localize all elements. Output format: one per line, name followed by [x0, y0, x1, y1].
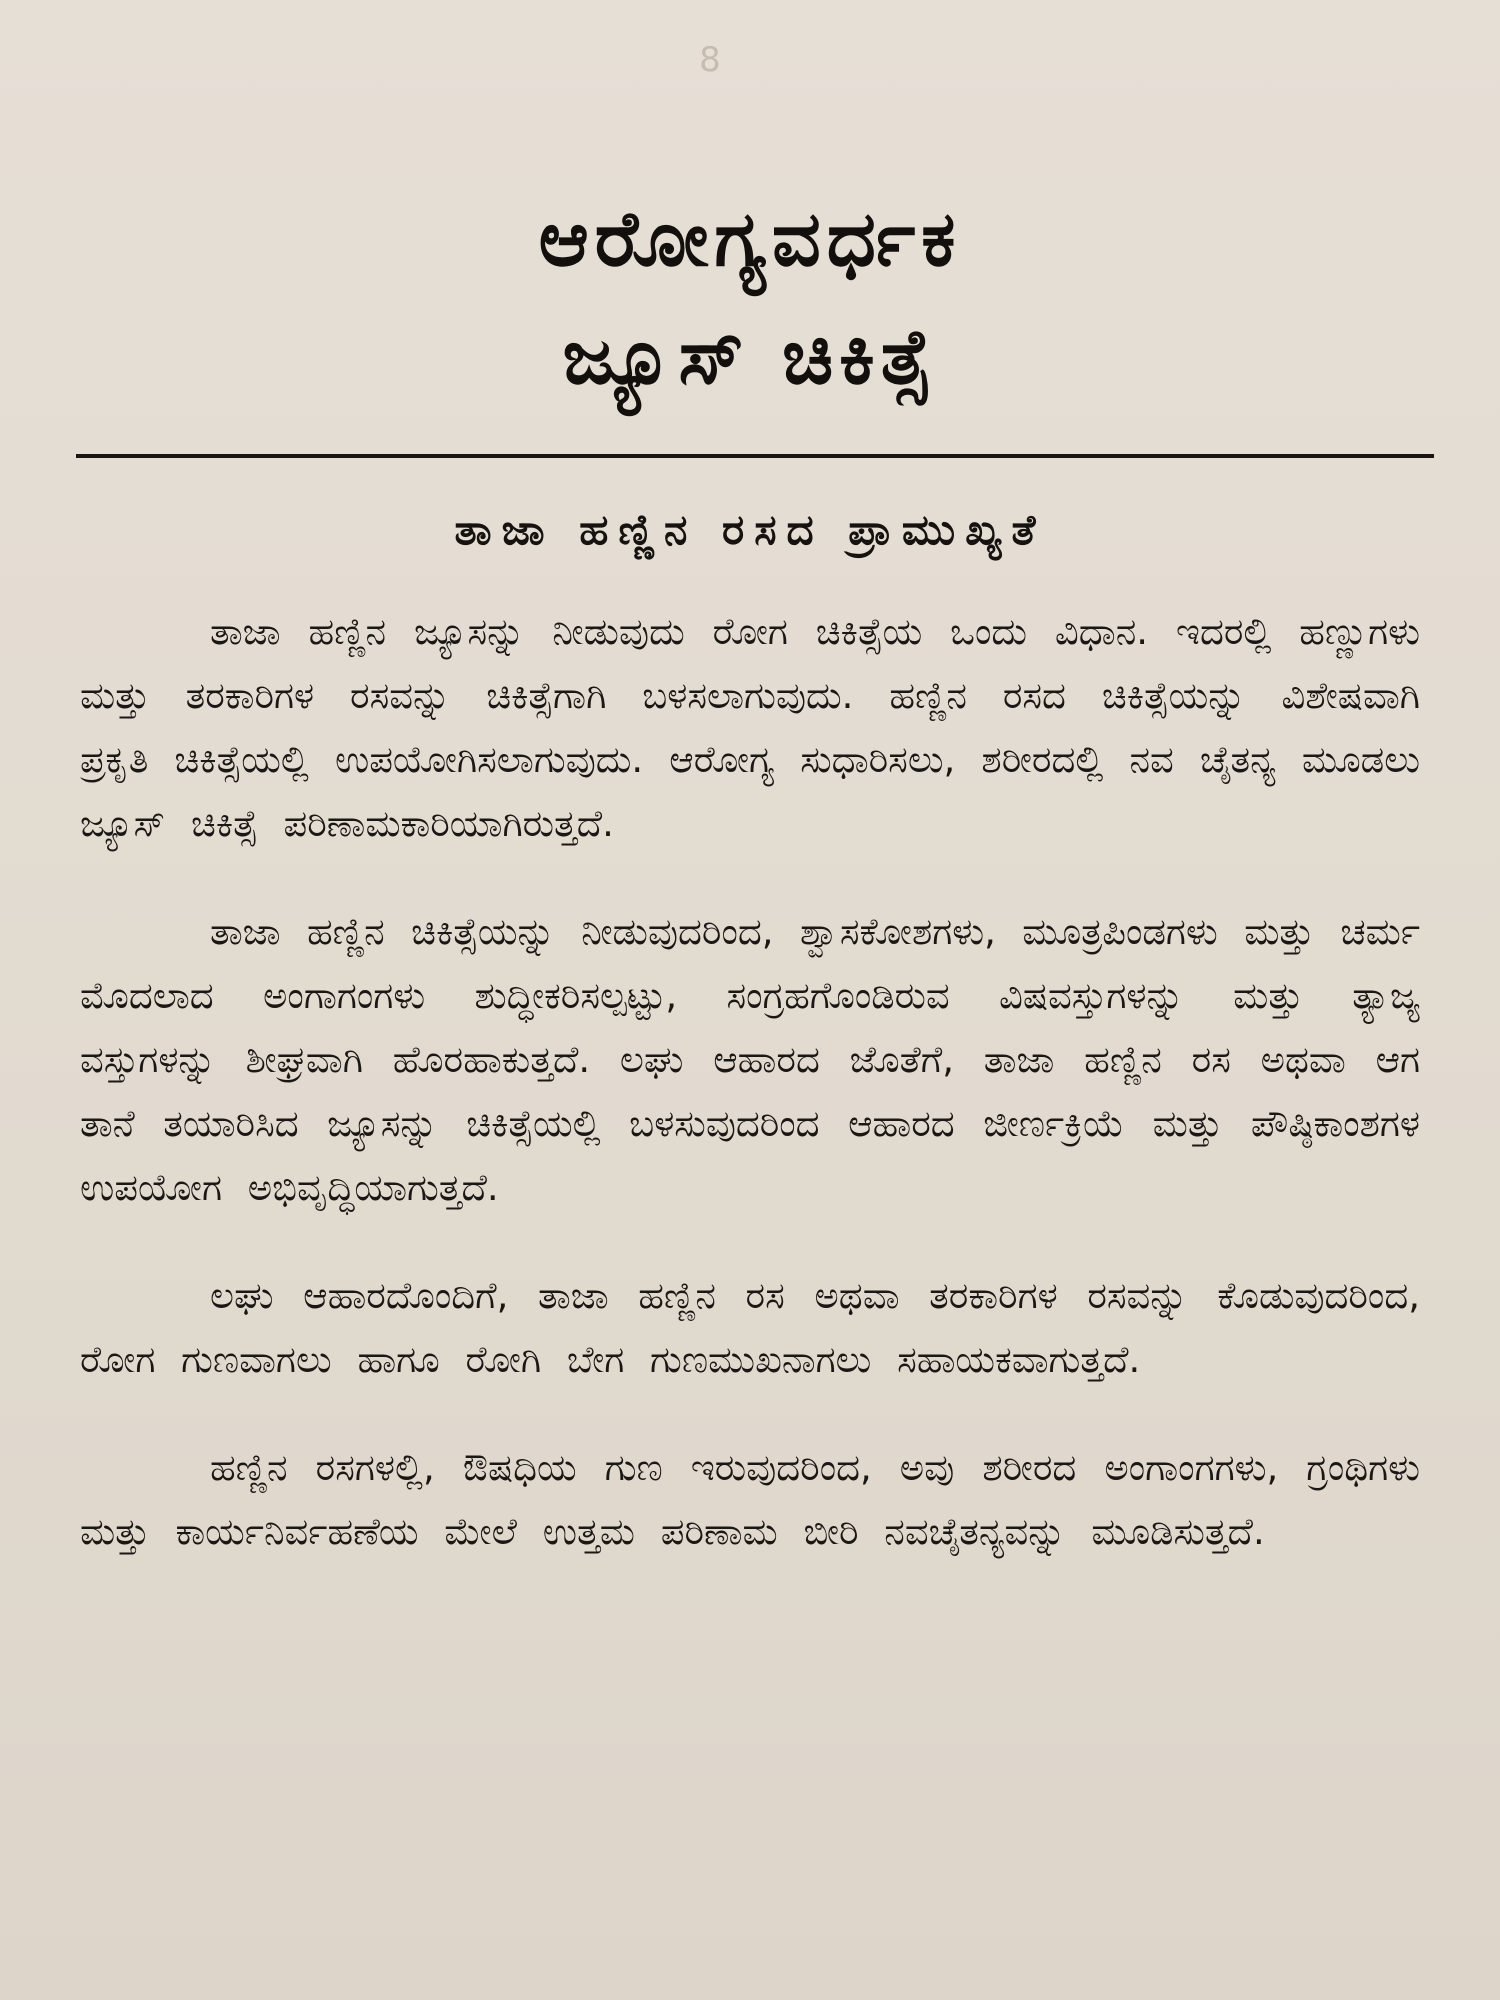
- paragraph-3: ಲಘು ಆಹಾರದೊಂದಿಗೆ, ತಾಜಾ ಹಣ್ಣಿನ ರಸ ಅಥವಾ ತರಕಾರಿಗಳ ರಸವನ್ನು ಕೊಡುವುದರಿಂದ, ರೋಗ ಗುಣವಾಗಲು ಹಾಗೂ ರೋಗಿ ಬೇಗ ಗುಣಮುಖನಾಗಲು ಸಹಾಯಕವಾಗುತ್ತದೆ.: [80, 1274, 1420, 1381]
- title-line-1: ಆರೋಗ್ಯವರ್ಧಕ: [538, 194, 962, 283]
- title-divider: [76, 454, 1434, 458]
- page-number: 8: [699, 40, 721, 80]
- body-text: [80, 600, 1420, 1608]
- section-heading: ತಾಜಾ ಹಣ್ಣಿನ ರಸದ ಪ್ರಾಮುಖ್ಯತೆ: [454, 505, 1046, 554]
- page-title: [0, 180, 1500, 416]
- paragraph-4: ಹಣ್ಣಿನ ರಸಗಳಲ್ಲಿ, ಔಷಧಿಯ ಗುಣ ಇರುವುದರಿಂದ, ಅವು ಶರೀರದ ಅಂಗಾಂಗಗಳು, ಗ್ರಂಥಿಗಳು ಮತ್ತು ಕಾರ್ಯನಿರ್ವಹಣೆಯ ಮೇಲೆ ಉತ್ತಮ ಪರಿಣಾಮ ಬೀರಿ ನವಚೈತನ್ಯವನ್ನು ಮೂಡಿಸುತ್ತದೆ.: [80, 1446, 1420, 1553]
- paragraph-1: ತಾಜಾ ಹಣ್ಣಿನ ಜ್ಯೂಸನ್ನು ನೀಡುವುದು ರೋಗ ಚಿಕಿತ್ಸೆಯ ಒಂದು ವಿಧಾನ. ಇದರಲ್ಲಿ ಹಣ್ಣುಗಳು ಮತ್ತು ತರಕಾರಿಗಳ ರಸವನ್ನು ಚಿಕಿತ್ಸೆಗಾಗಿ ಬಳಸಲಾಗುವುದು. ಹಣ್ಣಿನ ರಸದ ಚಿಕಿತ್ಸೆಯನ್ನು ವಿಶೇಷವಾಗಿ ಪ್ರಕೃತಿ ಚಿಕಿತ್ಸೆಯಲ್ಲಿ ಉಪಯೋಗಿಸಲಾಗುವುದು. ಆರೋಗ್ಯ ಸುಧಾರಿಸಲು, ಶರೀರದಲ್ಲಿ ನವ ಚೈತನ್ಯ ಮೂಡಲು ಜ್ಯೂಸ್ ಚಿಕಿತ್ಸೆ ಪರಿಣಾಮಕಾರಿಯಾಗಿರುತ್ತದೆ.: [80, 610, 1420, 845]
- paragraph-2: ತಾಜಾ ಹಣ್ಣಿನ ಚಿಕಿತ್ಸೆಯನ್ನು ನೀಡುವುದರಿಂದ, ಶ್ವಾಸಕೋಶಗಳು, ಮೂತ್ರಪಿಂಡಗಳು ಮತ್ತು ಚರ್ಮ ಮೊದಲಾದ ಅಂಗಾಗಂಗಳು ಶುದ್ಧೀಕರಿಸಲ್ಪಟ್ಟು, ಸಂಗ್ರಹಗೊಂಡಿರುವ ವಿಷವಸ್ತುಗಳನ್ನು ಮತ್ತು ತ್ಯಾಜ್ಯ ವಸ್ತುಗಳನ್ನು ಶೀಘ್ರವಾಗಿ ಹೊರಹಾಕುತ್ತದೆ. ಲಘು ಆಹಾರದ ಜೊತೆಗೆ, ತಾಜಾ ಹಣ್ಣಿನ ರಸ ಅಥವಾ ಆಗ ತಾನೆ ತಯಾರಿಸಿದ ಜ್ಯೂಸನ್ನು ಚಿಕಿತ್ಸೆಯಲ್ಲಿ ಬಳಸುವುದರಿಂದ ಆಹಾರದ ಜೀರ್ಣಕ್ರಿಯೆ ಮತ್ತು ಪೌಷ್ಠಿಕಾಂಶಗಳ ಉಪಯೋಗ ಅಭಿವೃದ್ಧಿಯಾಗುತ್ತದೆ.: [80, 910, 1420, 1209]
- title-line-2: ಜ್ಯೂಸ್ ಚಿಕಿತ್ಸೆ: [562, 312, 938, 401]
